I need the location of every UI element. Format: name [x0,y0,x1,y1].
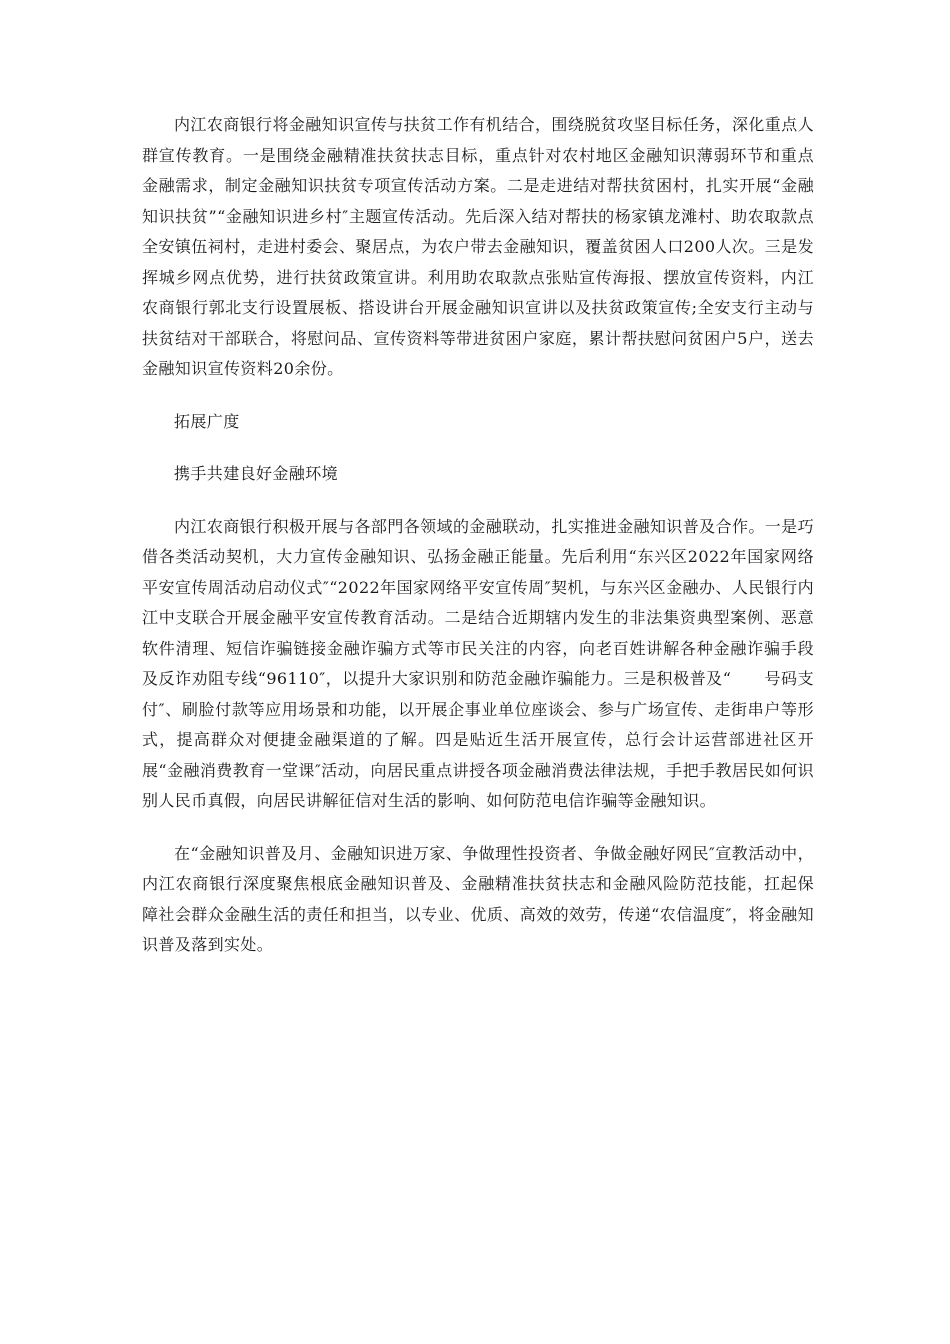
section-heading-breadth: 拓展广度 [174,411,240,431]
paragraph-financial-cooperation: 内江农商银行积极开展与各部門各领域的金融联动，扎实推进金融知识普及合作。一是巧借各类活动契机，大力宣传金融知识、弘扬金融正能量。先后利用“东兴区2022年国家网络平安宣传周活动启动仪式″“2022年国家网络平安宣传周″契机，与东兴区金融办、人民银行内江中支联合开展金融平安宣传教育活动。二是结合近期辖内发生的非法集资典型案例、恶意软件清理、短信诈骗链接金融诈骗方式等市民关注的内容，向老百姓讲解各种金融诈骗手段及反诈劝阻专线“96110″，以提升大家识别和防范金融诈骗能力。三是积极普及“ 号码支付″、刷脸付款等应用场景和功能，以开展企事业单位座谈会、参与广场宣传、走街串户等形式，提高群众对便捷金融渠道的了解。四是贴近生活开展宣传，总行会计运营部进社区开展“金融消费教育一堂课″活动，向居民重点讲授各项金融消费法律法规，手把手教居民如何识别人民币真假，向居民讲解征信对生活的影响、如何防范电信诈骗等金融知识。 [142,516,814,810]
section-subheading-environment: 携手共建良好金融环境 [174,464,339,483]
paragraph-conclusion: 在“金融知识普及月、金融知识进万家、争做理性投资者、争做金融好网民″宣教活动中，内江农商银行深度聚焦根底金融知识普及、金融精准扶贫扶志和金融风险防范技能，扛起保障社会群众金融生活的责任和担当，以专业、优质、高效的效劳，传递“农信温度″，将金融知识普及落到实处。 [142,843,814,954]
paragraph-poverty-alleviation: 内江农商银行将金融知识宣传与扶贫工作有机结合，围绕脱贫攻坚目标任务，深化重点人群宣传教育。一是围绕金融精准扶贫扶志目标，重点针对农村地区金融知识薄弱环节和重点金融需求，制定金融知识扶贫专项宣传活动方案。二是走进结对帮扶贫困村，扎实开展“金融知识扶贫”“金融知识进乡村″主题宣传活动。先后深入结对帮扶的杨家镇龙滩村、助农取款点全安镇伍祠村，走进村委会、聚居点，为农户带去金融知识，覆盖贫困人口200人次。三是发挥城乡网点优势，进行扶贫政策宣讲。利用助农取款点张贴宣传海报、摆放宣传资料，内江农商银行郭北支行设置展板、搭设讲台开展金融知识宣讲以及扶贫政策宣传;全安支行主动与扶贫结对干部联合，将慰问品、宣传资料等带进贫困户家庭，累计帮扶慰问贫困户5户，送去金融知识宣传资料20余份。 [142,115,814,378]
article-body [142,110,814,983]
